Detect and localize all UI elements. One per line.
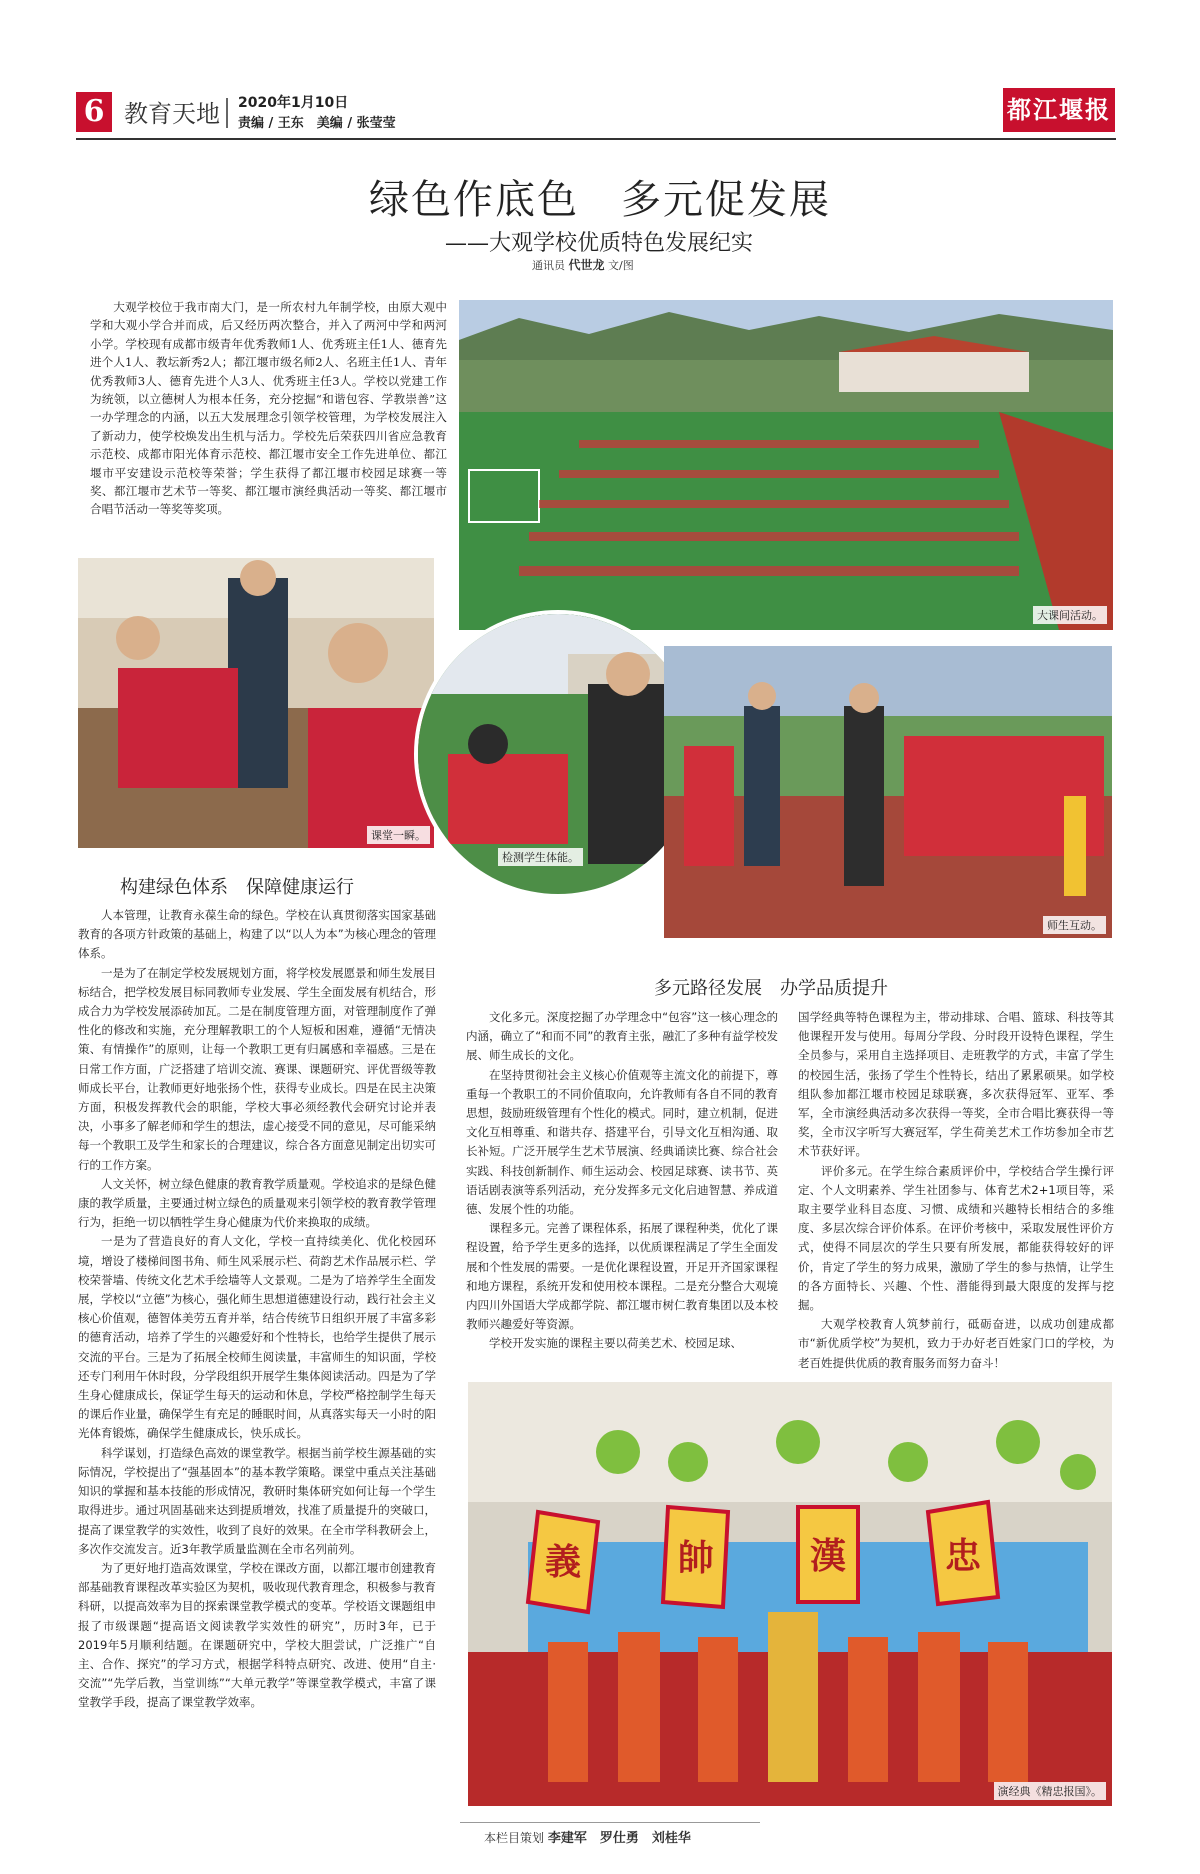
performance-image — [468, 1382, 1112, 1806]
caption-teachers: 师生互动。 — [1043, 916, 1106, 934]
section2-paragraph: 课程多元。完善了课程体系，拓展了课程种类，优化了课程设置，给予学生更多的选择，以优质课程满足了学生全面发展和个性发展的需要。一是优化课程设置，开足开齐国家课程和地方课程，系统开发和使用校本课程。二是充分整合大观境内四川外国语大学成都学院、都江堰市树仁教育集团以及本校教师兴趣爱好等资源。 — [466, 1221, 778, 1332]
footer-rule — [460, 1822, 760, 1823]
editors: 责编 / 王东 美编 / 张莹莹 — [238, 116, 396, 131]
footer-credit — [484, 1827, 691, 1846]
caption-fitness: 检测学生体能。 — [498, 848, 583, 866]
section-name: 教育天地 — [124, 100, 220, 128]
banner-char: 帥 — [677, 1537, 715, 1579]
section2-paragraph: 大观学校教育人筑梦前行，砥砺奋进，以成功创建成都市“新优质学校”为契机，致力于办好老百姓家门口的学校，为老百姓提供优质的教育服务而努力奋斗！ — [798, 1317, 1114, 1370]
caption-classroom: 课堂一瞬。 — [367, 826, 430, 844]
recess-image — [459, 300, 1113, 630]
banner-char: 忠 — [944, 1535, 982, 1577]
photo-recess — [459, 300, 1113, 630]
teachers-image — [664, 646, 1112, 938]
caption-recess: 大课间活动。 — [1033, 606, 1107, 624]
issue-date: 2020年1月10日 — [238, 95, 349, 111]
classroom-image — [78, 558, 434, 848]
photo-teachers — [664, 646, 1112, 938]
section2-paragraph: 在坚持贯彻社会主义核心价值观等主流文化的前提下，尊重每一个教职工的不同价值取向，允许教师有各自不同的教育思想，鼓励班级管理有个性化的模式。同时，建立机制，促进文化互相尊重、和谐共存、搭建平台，引导文化互相沟通、取长补短。广泛开展学生艺术节展演、经典诵读比赛、综合社会实践、科技创新制作、师生运动会、校园足球赛、读书节、英语话剧表演等系列活动，充分发挥多元文化启迪智慧、养成道德、发展个性的功能。 — [466, 1067, 778, 1217]
intro-paragraph: 大观学校位于我市南大门，是一所农村九年制学校，由原大观中学和大观小学合并而成，后又经历两次整合，并入了两河中学和两河小学。学校现有成都市级青年优秀教师1人、优秀班主任1人、德育先进个人1人、教坛新秀2人；都江堰市级名师2人、名班主任1人、青年优秀教师3人、德育先进个人3人、优秀班主任3人。学校以党建工作为统领，以立德树人为根本任务，充分挖掘“和谐包容、学教崇善”这一办学理念的内涵，以五大发展理念引领学校管理，为学校发展注入了新动力，使学校焕发出生机与活力。学校先后荣获四川省应急教育示范校、成都市阳光体育示范校、都江堰市安全工作先进单位、都江堰市平安建设示范校等荣誉；学生获得了都江堰市校园足球赛一等奖、都江堰市艺术节一等奖、都江堰市演经典活动一等奖、都江堰市合唱节活动一等奖等奖项。 — [90, 300, 447, 517]
photo-performance — [468, 1382, 1112, 1806]
section2-paragraph: 学校开发实施的课程主要以荷美艺术、校园足球、 — [489, 1336, 742, 1351]
article-title: 绿色作底色 多元促发展 — [369, 177, 831, 223]
section1-paragraph: 为了更好地打造高效课堂，学校在课改方面，以都江堰市创建教育部基础教育课程改革实验区为契机，吸收现代教育理念，积极参与教育科研，以提高效率为目的探索课堂教学模式的变革。学校语文课题组申报了市级课题“提高语文阅读教学实效性的研究”，历时3年，已于2019年5月顺利结题。在课题研究中，学校大胆尝试，广泛推广“自主、合作、探究”的学习方式，根据学科特点研究、改进、使用“自主·交流”“先学后教，当堂训练”“大单元教学”等课堂教学模式，丰富了课堂教学手段，提高了课堂教学效率。 — [78, 1560, 436, 1710]
section1-paragraph: 一是为了在制定学校发展规划方面，将学校发展愿景和师生发展目标结合，把学校发展目标同教师专业发展、学生全面发展有机结合，形成合力为学校发展添砖加瓦。二是在制度管理方面，对管理制度作了弹性化的修改和实施，充分理解教职工的个人短板和困难，遵循“无情决策、有情操作”的原则，让每一个教职工更有归属感和幸福感。三是在日常工作方面，广泛搭建了培训交流、赛课、课题研究、评优晋级等教师成长平台，让教师更好地张扬个性，获得专业成长。四是在民主决策方面，积极发挥教代会的职能，学校大事必须经教代会研究讨论并表决，小事多了解老师和学生的想法，虚心接受不同的意见，尽可能采纳每一个教职工及学生和家长的合理建议，综合各方面意见制定出切实可行的工作方案。 — [78, 965, 436, 1172]
section1-paragraph: 一是为了营造良好的育人文化，学校一直持续美化、优化校园环境，增设了楼梯间图书角、师生风采展示栏、荷韵艺术作品展示栏、学校荣誉墙、传统文化艺术手绘墙等人文景观。二是为了培养学生全面发展，学校以“立德”为核心，强化师生思想道德建设行动，践行社会主义核心价值观，德智体美劳五育并举，结合传统节日组织开展了丰富多彩的德育活动，培养了学生的兴趣爱好和个性特长，也给学生提供了展示交流的平台。三是为了拓展全校师生阅读量，丰富师生的知识面，学校还专门利用午休时段，分学段组织开展学生集体阅读活动。四是为了学生身心健康成长，保证学生每天的运动和休息，学校严格控制学生每天的课后作业量，确保学生有充足的睡眠时间，从真落实每天一小时的阳光体育锻炼，确保学生健康成长，快乐成长。 — [78, 1234, 436, 1441]
page-number: 6 — [76, 92, 112, 132]
footer-names: 李建军 罗仕勇 刘桂华 — [547, 1831, 691, 1846]
section1-paragraph: 科学谋划，打造绿色高效的课堂教学。根据当前学校生源基础的实际情况，学校提出了“强基固本”的基本教学策略。课堂中重点关注基础知识的掌握和基本技能的形成情况，教研时集体研究如何让每一个学生取得进步。通过巩固基础来达到提质增效，找准了质量提升的突破口，提高了课堂教学的实效性，收到了良好的效果。在全市学科教研会上，多次作交流发言。近3年教学质量监测在全市名列前列。 — [78, 1445, 436, 1556]
caption-performance: 演经典《精忠报国》。 — [994, 1782, 1107, 1800]
footer-label: 本栏目策划 — [484, 1831, 545, 1845]
section2-paragraph: 国学经典等特色课程为主，带动排球、合唱、篮球、科技等其他课程开发与使用。每周分学段、分时段开设特色课程，学生全员参与，采用自主选择项目、走班教学的方式，丰富了学生的校园生活，张扬了学生个性特长，结出了累累硕果。如学校组队参加都江堰市校园足球联赛，多次获得冠军、亚军、季军，全市演经典活动多次获得一等奖，全市合唱比赛获得一等奖，全市汉字听写大赛冠军，学生荷美艺术工作坊参加全市艺术节获好评。 — [798, 1010, 1114, 1159]
banner-char: 漢 — [809, 1535, 847, 1577]
section2-col2 — [798, 1008, 1114, 1373]
section1-paragraph: 人文关怀，树立绿色健康的教育教学质量观。学校追求的是绿色健康的教学质量，主要通过树立绿色的质量观来引领学校的教育教学管理行为，拒绝一切以牺牲学生身心健康为代价来换取的成绩。 — [78, 1176, 436, 1230]
newspaper-logo: 都江堰报 — [1003, 88, 1115, 132]
header-divider — [226, 98, 228, 128]
byline-label: 通讯员 — [532, 259, 565, 272]
section2-paragraph: 评价多元。在学生综合素质评价中，学校结合学生操行评定、个人文明素养、学生社团参与、体育艺术2+1项目等，采取主要学业科目态度、习惯、成绩和兴趣特长相结合的多维度、多层次综合评价体系。在评价考核中，采取发展性评价方式，使得不同层次的学生只要有所发展，都能获得较好的评价，肯定了学生的努力成果，激励了学生的参与热情，让学生的各方面特长、兴趣、个性、潜能得到最大限度的发挥与挖掘。 — [798, 1163, 1114, 1313]
section1-heading: 构建绿色体系 保障健康运行 — [120, 877, 354, 898]
byline-name: 代世龙 — [568, 258, 605, 272]
byline — [532, 256, 634, 273]
photo-classroom — [78, 558, 434, 848]
section2-paragraph: 文化多元。深度挖掘了办学理念中“包容”这一核心理念的内涵，确立了“和而不同”的教育主张，融汇了多种有益学校发展、师生成长的文化。 — [466, 1010, 778, 1063]
section2-col1 — [466, 1008, 778, 1354]
intro-text — [90, 298, 447, 519]
photo-fitness — [414, 610, 702, 898]
section1-body — [78, 906, 436, 1713]
header-rule — [76, 138, 1116, 140]
byline-suffix: 文/图 — [608, 259, 634, 272]
section1-paragraph: 人本管理，让教育永葆生命的绿色。学校在认真贯彻落实国家基础教育的各项方针政策的基础上，构建了以“以人为本”为核心理念的管理体系。 — [78, 908, 436, 961]
banner-char: 義 — [544, 1541, 582, 1583]
article-subtitle: ——大观学校优质特色发展纪实 — [445, 231, 754, 256]
section2-heading: 多元路径发展 办学品质提升 — [654, 978, 888, 999]
